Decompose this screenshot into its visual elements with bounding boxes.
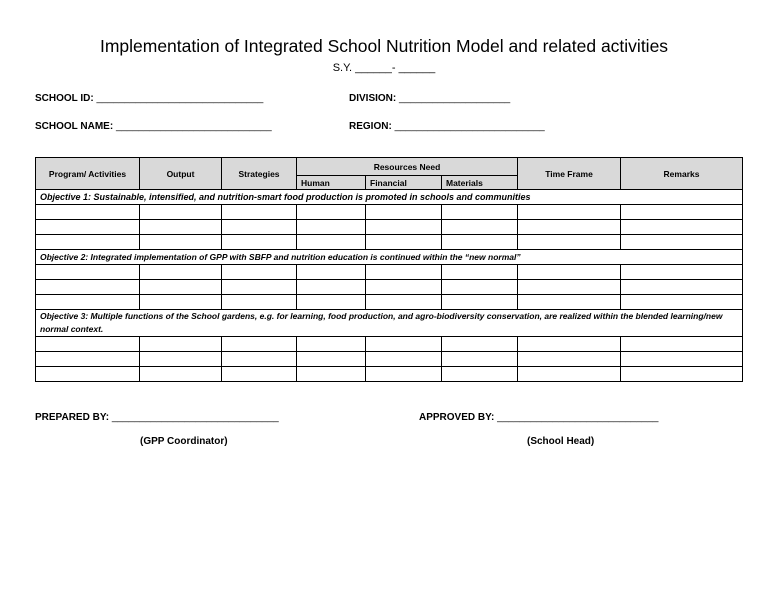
table-cell[interactable] (140, 295, 222, 310)
table-cell[interactable] (518, 220, 621, 235)
col-remarks-header: Remarks (621, 158, 743, 190)
table-cell[interactable] (36, 337, 140, 352)
table-row (36, 235, 743, 250)
table-cell[interactable] (366, 220, 442, 235)
table-cell[interactable] (518, 367, 621, 382)
table-cell[interactable] (621, 205, 743, 220)
table-cell[interactable] (297, 367, 366, 382)
objective-row (36, 250, 743, 265)
objective-2-text: Objective 2: Integrated implementation of GPP with SBFP and nutrition education is continued within the “new normal” (36, 250, 743, 265)
school-id-blank[interactable]: ______________________________ (96, 93, 264, 104)
table-cell[interactable] (366, 265, 442, 280)
table-cell[interactable] (442, 337, 518, 352)
table-cell[interactable] (442, 352, 518, 367)
table-cell[interactable] (222, 337, 297, 352)
table-cell[interactable] (140, 220, 222, 235)
table-cell[interactable] (366, 205, 442, 220)
approved-by-blank[interactable]: _____________________________ (497, 412, 659, 423)
approved-by-label: APPROVED BY: (419, 412, 495, 423)
table-cell[interactable] (621, 220, 743, 235)
document-title: Implementation of Integrated School Nutrition Model and related activities (99, 36, 669, 56)
col-resources-header: Resources Need (297, 158, 518, 176)
approved-by-role: (School Head) (527, 436, 595, 447)
table-cell[interactable] (36, 352, 140, 367)
table-cell[interactable] (297, 235, 366, 250)
table-cell[interactable] (297, 205, 366, 220)
approved-by-field (419, 412, 658, 423)
objective-3-text: Objective 3: Multiple functions of the School gardens, e.g. for learning, food production, and agro-biodiversity conservation, are realized within the blended learning/new normal context. (36, 310, 743, 337)
table-cell[interactable] (297, 280, 366, 295)
table-cell[interactable] (518, 235, 621, 250)
table-cell[interactable] (518, 352, 621, 367)
table-cell[interactable] (621, 337, 743, 352)
table-cell[interactable] (140, 205, 222, 220)
prepared-by-blank[interactable]: ______________________________ (111, 412, 279, 423)
col-human-header: Human (297, 176, 366, 190)
table-cell[interactable] (366, 235, 442, 250)
col-strategies-header: Strategies (222, 158, 297, 190)
table-cell[interactable] (36, 235, 140, 250)
table-cell[interactable] (621, 265, 743, 280)
col-program-header: Program/ Activities (36, 158, 140, 190)
school-name-blank[interactable]: ____________________________ (115, 121, 272, 132)
table-cell[interactable] (366, 352, 442, 367)
table-cell[interactable] (518, 295, 621, 310)
region-field (349, 121, 545, 132)
table-cell[interactable] (366, 367, 442, 382)
table-cell[interactable] (222, 265, 297, 280)
school-year-line: S.Y. ______- ______ (332, 62, 436, 74)
table-cell[interactable] (366, 280, 442, 295)
table-row (36, 337, 743, 352)
school-name-label: SCHOOL NAME: (35, 121, 114, 132)
table-cell[interactable] (36, 205, 140, 220)
prepared-by-field (35, 412, 279, 423)
division-field (349, 93, 510, 104)
prepared-by-label: PREPARED BY: (35, 412, 110, 423)
school-id-label: SCHOOL ID: (35, 93, 94, 104)
table-row (36, 220, 743, 235)
activities-table (35, 157, 743, 382)
prepared-by-role: (GPP Coordinator) (140, 436, 228, 447)
table-cell[interactable] (518, 280, 621, 295)
table-cell[interactable] (297, 265, 366, 280)
table-row (36, 280, 743, 295)
table-cell[interactable] (297, 220, 366, 235)
division-label: DIVISION: (349, 93, 397, 104)
table-cell[interactable] (222, 295, 297, 310)
col-financial-header: Financial (366, 176, 442, 190)
table-cell[interactable] (442, 205, 518, 220)
table-cell[interactable] (442, 295, 518, 310)
table-row (36, 205, 743, 220)
table-cell[interactable] (36, 295, 140, 310)
table-cell[interactable] (297, 352, 366, 367)
table-cell[interactable] (442, 235, 518, 250)
table-cell[interactable] (222, 352, 297, 367)
table-cell[interactable] (140, 265, 222, 280)
table-cell[interactable] (140, 352, 222, 367)
table-cell[interactable] (621, 295, 743, 310)
table-cell[interactable] (297, 337, 366, 352)
table-cell[interactable] (442, 280, 518, 295)
table-cell[interactable] (621, 352, 743, 367)
table-cell[interactable] (442, 220, 518, 235)
table-cell[interactable] (222, 235, 297, 250)
objective-row (36, 310, 743, 337)
table-row (36, 352, 743, 367)
table-cell[interactable] (140, 337, 222, 352)
table-cell[interactable] (140, 280, 222, 295)
table-cell[interactable] (518, 265, 621, 280)
table-cell[interactable] (222, 205, 297, 220)
table-row (36, 367, 743, 382)
region-blank[interactable]: ___________________________ (394, 121, 545, 132)
table-cell[interactable] (518, 205, 621, 220)
table-cell[interactable] (140, 235, 222, 250)
col-output-header: Output (140, 158, 222, 190)
table-row (36, 295, 743, 310)
objective-row (36, 190, 743, 205)
table-cell[interactable] (36, 220, 140, 235)
table-row (36, 265, 743, 280)
col-time-frame-header: Time Frame (518, 158, 621, 190)
table-cell[interactable] (366, 295, 442, 310)
table-cell[interactable] (222, 367, 297, 382)
objective-1-text: Objective 1: Sustainable, intensified, and nutrition-smart food production is promoted in schools and communities (36, 190, 743, 205)
table-cell[interactable] (621, 367, 743, 382)
col-materials-header: Materials (442, 176, 518, 190)
table-cell[interactable] (222, 280, 297, 295)
table-header-row (36, 158, 743, 176)
table-cell[interactable] (366, 337, 442, 352)
table-cell[interactable] (140, 367, 222, 382)
school-id-field (35, 93, 263, 104)
table-cell[interactable] (36, 265, 140, 280)
table-cell[interactable] (222, 220, 297, 235)
school-name-field (35, 121, 272, 132)
table-cell[interactable] (518, 337, 621, 352)
region-label: REGION: (349, 121, 392, 132)
table-cell[interactable] (36, 367, 140, 382)
table-cell[interactable] (297, 295, 366, 310)
table-cell[interactable] (442, 265, 518, 280)
table-cell[interactable] (442, 367, 518, 382)
division-blank[interactable]: ____________________ (399, 93, 511, 104)
table-cell[interactable] (36, 280, 140, 295)
table-cell[interactable] (621, 280, 743, 295)
table-cell[interactable] (621, 235, 743, 250)
